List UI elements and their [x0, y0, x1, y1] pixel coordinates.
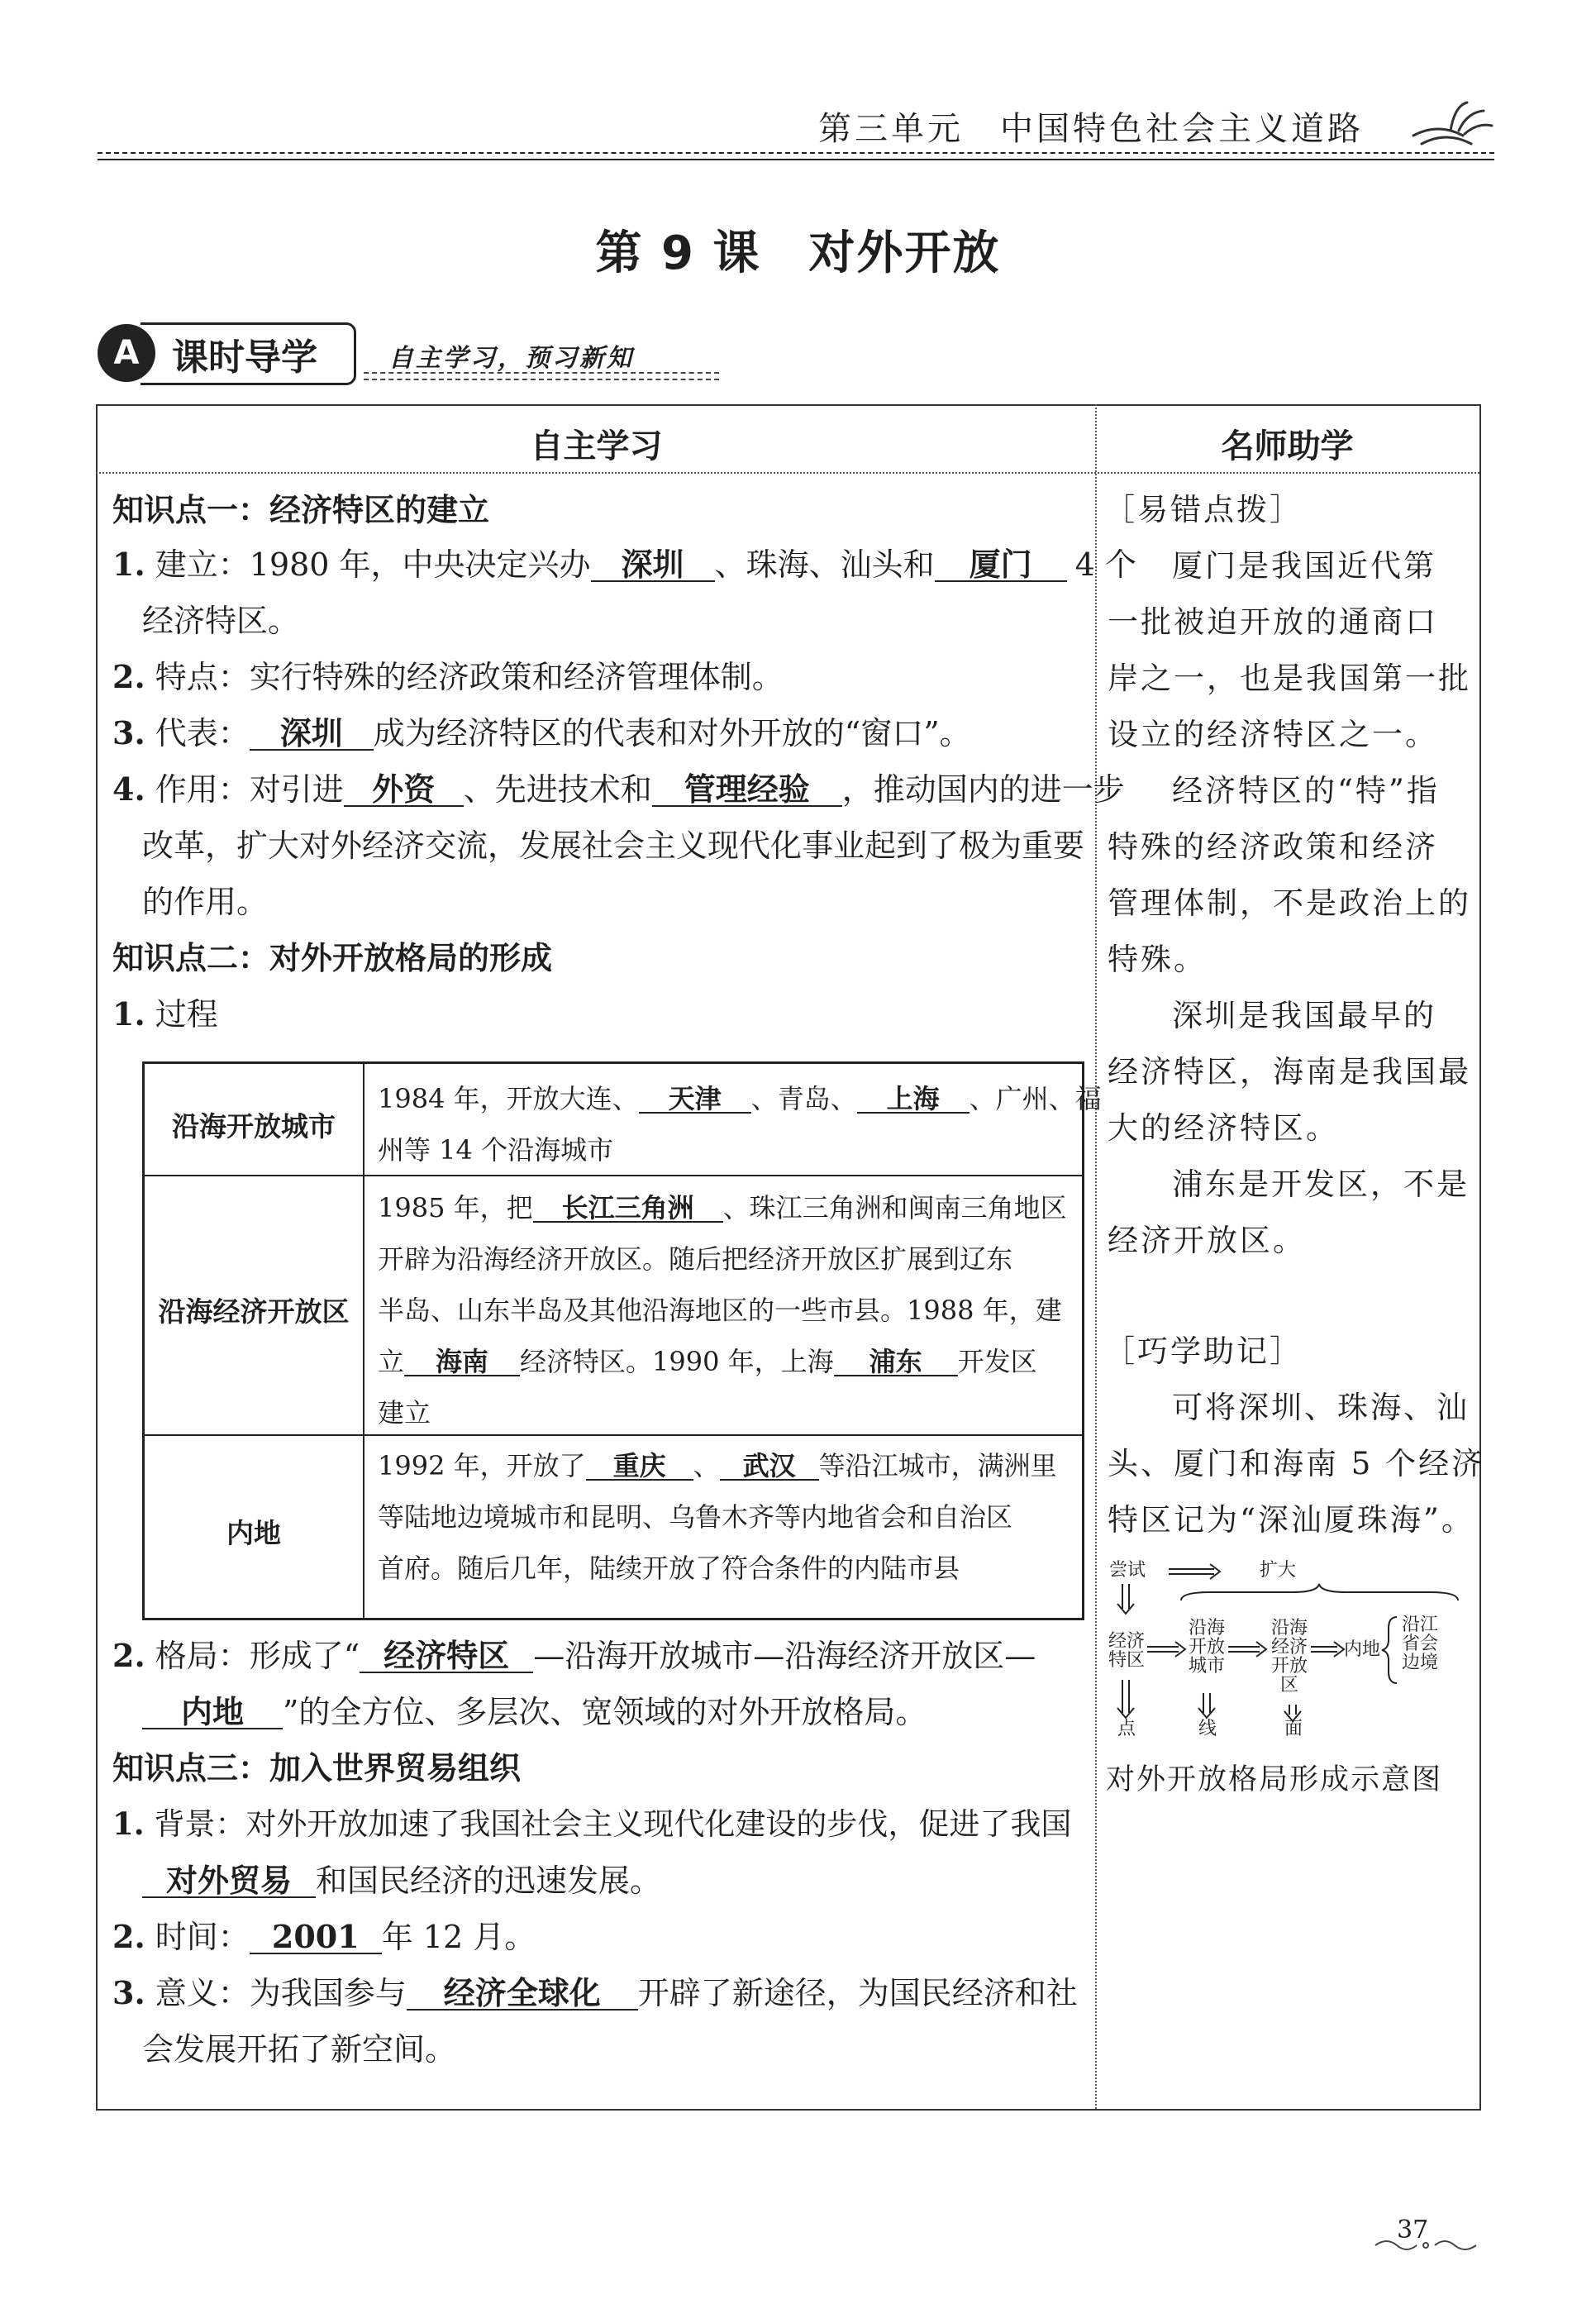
column-divider — [1095, 404, 1097, 2109]
section-badge — [98, 322, 358, 384]
text: 、先进技术和 — [463, 771, 652, 808]
node-text: 特区 — [1108, 1650, 1145, 1672]
item-number: 2. — [112, 658, 145, 695]
answer-blank: 经济特区 — [360, 1640, 533, 1673]
text: 成为经济特区的代表和对外开放的“窗口”。 — [373, 715, 971, 751]
text: 、珠江三角洲和闽南三角地区 — [722, 1192, 1067, 1224]
text: ”的全方位、多层次、宽领域的对外开放格局。 — [283, 1694, 927, 1730]
text: 1984 年，开放大连、 — [378, 1083, 639, 1114]
aside-line: 大的经济特区。 — [1108, 1110, 1339, 1146]
text: 作用：对引进 — [155, 771, 344, 808]
text: 经济特区。1990 年，上海 — [520, 1346, 834, 1377]
text: 年 12 月。 — [381, 1919, 536, 1955]
text: 开发区 — [957, 1346, 1037, 1377]
aside-line: 经济开放区。 — [1108, 1223, 1306, 1258]
text: 立 — [378, 1346, 405, 1377]
answer-blank: 外资 — [344, 774, 464, 807]
node-text: 经济 — [1108, 1631, 1145, 1652]
kp1-item1-cont: 经济特区。 — [142, 603, 300, 639]
node-text: 区 — [1279, 1675, 1298, 1696]
text: 等沿江城市，满洲里 — [818, 1450, 1057, 1481]
diagram-label-try: 尝试 — [1109, 1560, 1146, 1581]
diagram-label-line: 线 — [1198, 1719, 1217, 1739]
answer-blank: 管理经验 — [652, 774, 842, 807]
kp3-item3 — [112, 1974, 1078, 2011]
lesson-title: 第 9 课 对外开放 — [595, 227, 1001, 280]
item-number: 3. — [112, 1974, 145, 2011]
item-number: 1. — [112, 995, 145, 1033]
text: 、珠海、汕头和 — [714, 546, 935, 583]
table-cell-line — [378, 1452, 1057, 1481]
text: 4 个 — [1074, 546, 1136, 583]
answer-blank: 海南 — [404, 1348, 520, 1376]
table-row-label: 沿海经济开放区 — [158, 1295, 350, 1328]
header-rule — [98, 159, 1494, 160]
table-cell-line: 等陆地边境城市和昆明、乌鲁木齐等内地省会和自治区 — [378, 1501, 1013, 1533]
node-text: 城市 — [1188, 1656, 1225, 1677]
answer-blank: 内地 — [142, 1696, 283, 1729]
table-cell-line: 州等 14 个沿海城市 — [378, 1134, 614, 1166]
table-cell-line — [378, 1192, 1067, 1224]
process-table — [142, 1061, 1102, 1620]
table-row-label: 内地 — [226, 1517, 281, 1549]
node-text: 边境 — [1401, 1653, 1438, 1674]
table-cell-line: 开辟为沿海经济开放区。随后把经济开放区扩展到辽东 — [378, 1243, 1013, 1275]
table-row-label: 沿海开放城市 — [172, 1110, 336, 1142]
aside-tag-mistakes: ［易错点拨］ — [1104, 492, 1303, 527]
table-divider — [145, 1175, 1082, 1176]
text: 1985 年，把 — [378, 1192, 533, 1224]
kp2-item1 — [112, 995, 218, 1033]
kp2-item2 — [112, 1637, 1036, 1674]
item-number: 1. — [112, 546, 145, 583]
answer-blank: 重庆 — [586, 1452, 693, 1481]
kp3-item2 — [112, 1918, 536, 1955]
diagram-label-face: 面 — [1284, 1719, 1303, 1739]
unit-header: 第三单元 中国特色社会主义道路 — [818, 110, 1364, 148]
diagram-label-point: 点 — [1117, 1719, 1136, 1739]
text: 特点：实行特殊的经济政策和经济管理体制。 — [155, 659, 784, 695]
badge-label: 课时导学 — [172, 336, 317, 379]
aside-tag-memory: ［巧学助记］ — [1104, 1333, 1303, 1369]
kp3-item1 — [112, 1805, 1072, 1842]
text: 格局：形成了“ — [155, 1638, 360, 1674]
node-text: 沿海 — [1188, 1618, 1225, 1639]
text: 开辟了新途径，为国民经济和社 — [637, 1975, 1078, 2011]
answer-blank: 厦门 — [935, 549, 1067, 582]
aside-line: 特殊的经济政策和经济 — [1108, 829, 1438, 865]
answer-blank: 经济全球化 — [407, 1977, 638, 2011]
page-number: 37 — [1397, 2216, 1429, 2244]
answer-blank: 长江三角洲 — [533, 1195, 723, 1223]
answer-blank: 对外贸易 — [142, 1865, 316, 1898]
badge-letter: A — [98, 324, 155, 382]
node-text: 开放 — [1270, 1656, 1308, 1677]
table-cell-line: 半岛、山东半岛及其他沿海地区的一些市县。1988 年，建 — [378, 1295, 1062, 1326]
ornament-icon — [1405, 98, 1496, 150]
text: —沿海开放城市—沿海经济开放区— — [533, 1638, 1036, 1674]
kp1-item2 — [112, 658, 784, 695]
kp1-title: 知识点一：经济特区的建立 — [112, 492, 490, 528]
answer-blank: 浦东 — [834, 1348, 958, 1376]
item-number: 1. — [112, 1805, 145, 1842]
text: 、青岛、 — [750, 1083, 857, 1114]
table-cell-line — [378, 1348, 1037, 1376]
answer-blank: 天津 — [639, 1085, 751, 1114]
node-text: 省会 — [1401, 1634, 1438, 1655]
diagram-node-coastal-cities — [1185, 1619, 1228, 1676]
text: 意义：为我国参与 — [155, 1975, 407, 2011]
aside-line: 浦东是开发区，不是 — [1172, 1166, 1470, 1202]
text: 建立：1980 年，中央决定兴办 — [155, 546, 591, 583]
item-number: 3. — [112, 714, 145, 751]
page-ornament-icon — [1372, 2234, 1479, 2255]
aside-line: 头、厦门和海南 5 个经济 — [1108, 1446, 1485, 1481]
table-divider — [145, 1434, 1082, 1436]
answer-blank: 上海 — [857, 1085, 970, 1114]
aside-line: 特区记为“深汕厦珠海”。 — [1108, 1502, 1475, 1538]
aside-line: 深圳是我国最早的 — [1172, 998, 1436, 1033]
item-number: 2. — [112, 1918, 145, 1955]
answer-blank: 武汉 — [720, 1452, 819, 1481]
aside-line: 设立的经济特区之一。 — [1108, 717, 1438, 752]
kp1-item4-cont: 改革，扩大对外经济交流，发展社会主义现代化事业起到了极为重要 — [142, 828, 1085, 864]
diagram-node-coastal-zones — [1268, 1619, 1311, 1695]
text: 和国民经济的迅速发展。 — [316, 1863, 662, 1899]
kp3-item3-cont: 会发展开拓了新空间。 — [142, 2031, 457, 2068]
text: 背景：对外开放加速了我国社会主义现代化建设的步伐，促进了我国 — [154, 1806, 1072, 1842]
text: 、 — [693, 1450, 720, 1481]
aside-line: 厦门是我国近代第 — [1172, 548, 1436, 584]
aside-line: 管理体制，不是政治上的 — [1108, 885, 1471, 921]
opening-pattern-diagram — [1103, 1554, 1475, 1739]
table-cell-line — [378, 1085, 1102, 1114]
kp3-title: 知识点三：加入世界贸易组织 — [112, 1750, 522, 1786]
text: 时间： — [155, 1919, 250, 1955]
column-heading-left: 自主学习 — [530, 427, 663, 465]
subtitle-rule-2 — [364, 379, 719, 380]
item-number: 4. — [112, 770, 145, 808]
text: ，推动国内的进一步 — [841, 771, 1125, 808]
kp2-title: 知识点二：对外开放格局的形成 — [112, 940, 553, 976]
kp2-item2-cont — [142, 1696, 927, 1729]
answer-blank: 深圳 — [250, 718, 374, 751]
node-text: 经济 — [1270, 1637, 1308, 1658]
node-text: 开放 — [1188, 1637, 1225, 1658]
column-heading-right: 名师助学 — [1221, 427, 1354, 465]
kp1-item3 — [112, 714, 971, 751]
diagram-caption: 对外开放格局形成示意图 — [1106, 1763, 1443, 1796]
text: 1992 年，开放了 — [378, 1450, 586, 1481]
section-subtitle: 自主学习，预习新知 — [388, 344, 634, 373]
kp1-item1 — [112, 546, 1136, 583]
text: 代表： — [155, 715, 250, 751]
table-cell-line: 建立 — [378, 1397, 431, 1429]
diagram-label-expand: 扩大 — [1260, 1560, 1297, 1581]
diagram-node-sez — [1106, 1632, 1147, 1670]
aside-line: 经济特区，海南是我国最 — [1108, 1054, 1471, 1090]
table-divider-vertical — [363, 1064, 364, 1618]
aside-line: 特殊。 — [1108, 942, 1207, 977]
subtitle-rule — [364, 372, 719, 374]
node-text: 沿江 — [1401, 1615, 1438, 1635]
aside-line: 可将深圳、珠海、汕 — [1172, 1390, 1470, 1425]
answer-blank: 2001 — [250, 1921, 382, 1954]
kp1-item4 — [112, 770, 1125, 808]
node-text: 沿海 — [1270, 1618, 1308, 1639]
header-divider — [96, 472, 1479, 474]
text: 过程 — [155, 996, 218, 1033]
answer-blank: 深圳 — [591, 549, 715, 582]
aside-line: 经济特区的“特”指 — [1172, 773, 1440, 809]
kp3-item1-cont — [142, 1865, 661, 1898]
diagram-node-inland: 内地 — [1344, 1639, 1381, 1660]
aside-line: 一批被迫开放的通商口 — [1108, 604, 1438, 640]
text: 、广州、福 — [969, 1083, 1102, 1114]
aside-line: 岸之一，也是我国第一批 — [1108, 661, 1471, 696]
diagram-node-inland-types — [1398, 1615, 1441, 1672]
kp1-item4-cont2: 的作用。 — [142, 884, 269, 920]
header-rule-dashed — [98, 152, 1494, 154]
table-cell-line: 首府。随后几年，陆续开放了符合条件的内陆市县 — [378, 1553, 960, 1584]
item-number: 2. — [112, 1637, 145, 1674]
